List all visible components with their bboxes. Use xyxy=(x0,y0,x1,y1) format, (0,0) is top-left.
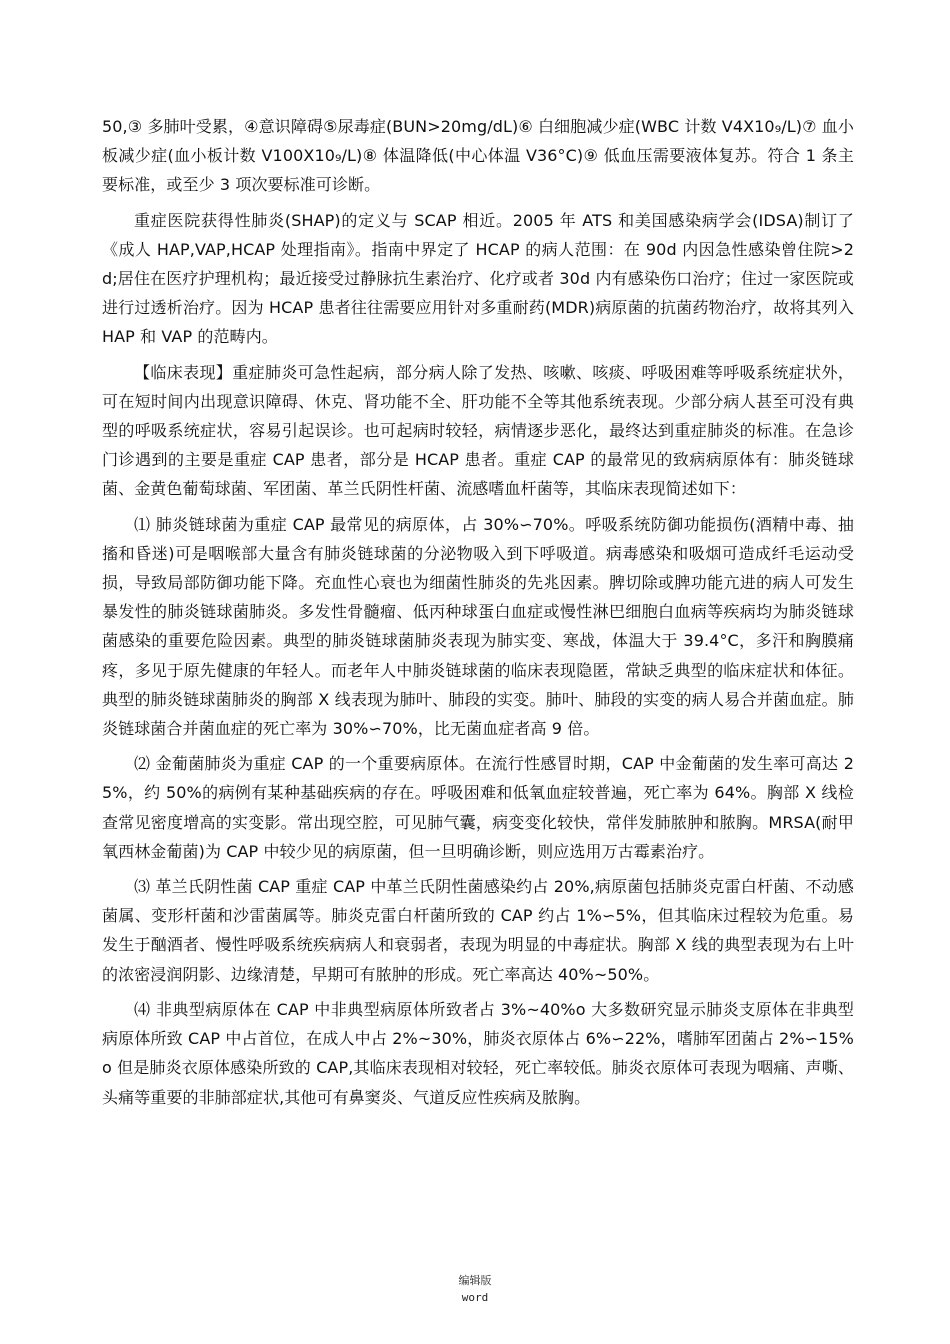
paragraph-scap-criteria-continued: 50,③ 多肺叶受累，④意识障碍⑤尿毒症(BUN>20mg/dL)⑥ 白细胞减少症(WBC 计数 V4X10₉/L)⑦ 血小板减少症(血小板计数 V100X10₉/L)⑧ 体温降低(中心体温 V36°C)⑨ 低血压需要液体复苏。符合 1 条主要标准，或至少 3 项次要标准可诊断。 xyxy=(102,117,854,195)
paragraph-pneumococcus: ⑴ 肺炎链球菌为重症 CAP 最常见的病原体，占 30%∽70%。呼吸系统防御功能损伤(酒精中毒、抽搐和昏迷)可是咽喉部大量含有肺炎链球菌的分泌物吸入到下呼吸道。病毒感染和吸烟可造成纤毛运动受损，导致局部防御功能下降。充血性心衰也为细菌性肺炎的先兆因素。脾切除或脾功能亢进的病人可发生暴发性的肺炎链球菌肺炎。多发性骨髓瘤、低丙种球蛋白血症或慢性淋巴细胞白血病等疾病均为肺炎链球菌感染的重要危险因素。典型的肺炎链球菌肺炎表现为肺实变、寒战，体温大于 39.4°C，多汗和胸膜痛疼，多见于原先健康的年轻人。而老年人中肺炎链球菌的临床表现隐匿，常缺乏典型的临床症状和体征。典型的肺炎链球菌肺炎的胸部 X 线表现为肺叶、肺段的实变。肺叶、肺段的实变的病人易合并菌血症。肺炎链球菌合并菌血症的死亡率为 30%∽70%，比无菌血症者高 9 倍。 xyxy=(102,514,854,739)
paragraph-atypical-pathogens: ⑷ 非典型病原体在 CAP 中非典型病原体所致者占 3%~40%o 大多数研究显示肺炎支原体在非典型病原体所致 CAP 中占首位，在成人中占 2%~30%，肺炎衣原体占 6%∽22%，嗜肺军团菌占 2%∽15%o 但是肺炎衣原体感染所致的 CAP,其临床表现相对较轻，死亡率较低。肺炎衣原体可表现为咽痛、声嘶、头痛等重要的非肺部症状,其他可有鼻窦炎、气道反应性疾病及脓胸。 xyxy=(102,999,854,1107)
paragraph-staphylococcus: ⑵ 金葡菌肺炎为重症 CAP 的一个重要病原体。在流行性感冒时期，CAP 中金葡菌的发生率可高达 25%，约 50%的病例有某种基础疾病的存在。呼吸困难和低氧血症较普遍，死亡率为 64%。胸部 X 线检查常见密度增高的实变影。常出现空腔，可见肺气囊，病变变化较快，常伴发肺脓肿和脓胸。MRSA(耐甲氧西林金葡菌)为 CAP 中较少见的病原菌，但一旦明确诊断，则应选用万古霉素治疗。 xyxy=(102,754,854,861)
document-body xyxy=(102,112,854,1118)
paragraph-clinical-manifestations: 【临床表现】重症肺炎可急性起病，部分病人除了发热、咳嗽、咳痰、呼吸困难等呼吸系统症状外，可在短时间内出现意识障碍、休克、肾功能不全、肝功能不全等其他系统表现。少部分病人甚至可没有典型的呼吸系统症状，容易引起误诊。也可起病时较轻，病情逐步恶化，最终达到重症肺炎的标准。在急诊门诊遇到的主要是重症 CAP 患者，部分是 HCAP 患者。重症 CAP 的最常见的致病病原体有：肺炎链球菌、金黄色葡萄球菌、军团菌、革兰氏阴性杆菌、流感嗜血杆菌等，其临床表现简述如下： xyxy=(102,362,854,499)
footer-word-label: word xyxy=(461,1291,489,1304)
footer-edition-label: 编辑版 xyxy=(458,1274,492,1287)
page-footer xyxy=(0,1272,950,1306)
paragraph-shap-definition: 重症医院获得性肺炎(SHAP)的定义与 SCAP 相近。2005 年 ATS 和美国感染病学会(IDSA)制订了《成人 HAP,VAP,HCAP 处理指南》。指南中界定了 HCAP 的病人范围：在 90d 内因急性感染曾住院>2d;居住在医疗护理机构；最近接受过静脉抗生素治疗、化疗或者 30d 内有感染伤口治疗；住过一家医院或进行过透析治疗。因为 HCAP 患者往往需要应用针对多重耐药(MDR)病原菌的抗菌药物治疗，故将其列入 HAP 和 VAP 的范畴内。 xyxy=(102,210,854,347)
paragraph-gram-negative: ⑶ 革兰氏阴性菌 CAP 重症 CAP 中革兰氏阴性菌感染约占 20%,病原菌包括肺炎克雷白杆菌、不动感菌属、变形杆菌和沙雷菌属等。肺炎克雷白杆菌所致的 CAP 约占 1%∽5%，但其临床过程较为危重。易发生于酗酒者、慢性呼吸系统疾病病人和衰弱者，表现为明显的中毒症状。胸部 X 线的典型表现为右上叶的浓密浸润阴影、边缘清楚，早期可有脓肿的形成。死亡率高达 40%~50%。 xyxy=(102,877,854,984)
